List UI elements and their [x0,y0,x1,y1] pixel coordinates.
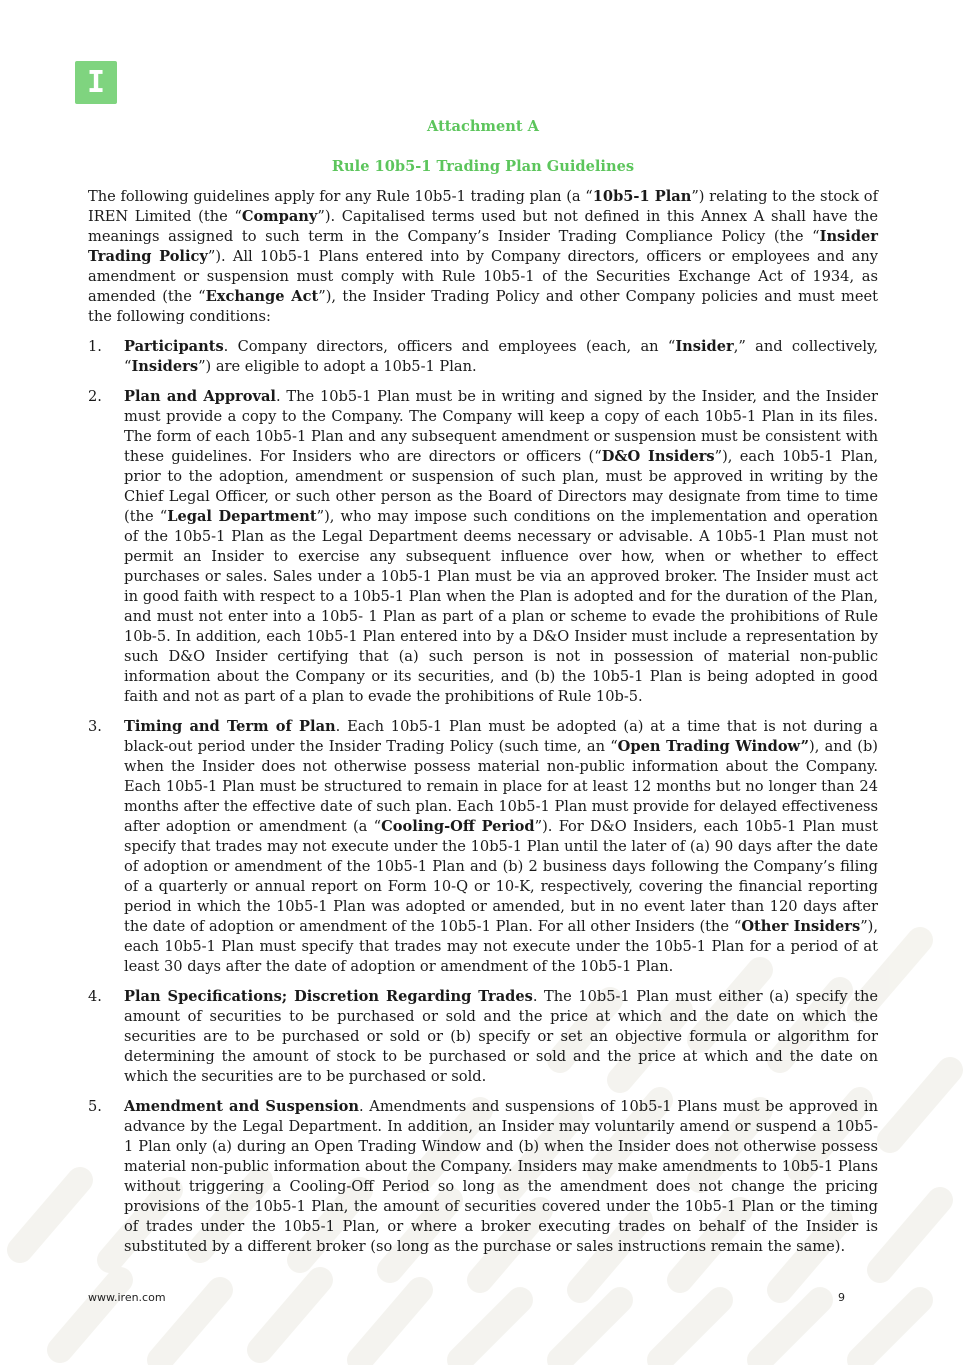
item-title: Plan Specifications; Discretion Regarding Trades [124,988,533,1005]
defined-term: Company [241,208,318,225]
item-text: ,” and collectively, “ [124,338,878,375]
list-item [88,1097,878,1257]
intro-paragraph [88,187,878,327]
conditions-list [88,337,878,1257]
defined-term: Exchange Act [205,288,319,305]
document-body [88,117,878,1267]
defined-term: 10b5-1 Plan [592,188,692,205]
list-item [88,337,878,377]
intro-text: ”). All 10b5-1 Plans entered into by Company directors, officers or employees and any amendment or suspension must comply with Rule 10b5-1 of the Securities Exchange Act of 1934, as amended (the “ [88,248,878,305]
item-title: Plan and Approval [124,388,276,405]
footer-website: www.iren.com [88,1291,166,1304]
item-text: ”), each 10b5-1 Plan must specify that trades may not execute under the 10b5-1 Plan for a period of at least 30 days after the date of adoption or amendment of the 10b5-1 Plan. [124,918,878,975]
intro-text: ”), the Insider Trading Policy and other Company policies and must meet the following conditions: [88,288,878,325]
item-text: . Company directors, officers and employees (each, an “ [223,338,676,355]
list-number: 5. [88,1098,102,1115]
list-item [88,717,878,977]
attachment-title: Attachment A [427,118,539,135]
item-text: ), and (b) when the Insider does not otherwise possess material non-public information about the Company. Each 10b5-1 Plan must be structured to remain in place for at least 12 months but no longer than 24 months after the effective date of such plan. Each 10b5-1 Plan must provide for delayed effectiveness after adoption or amendment (a “ [124,738,878,835]
defined-term: Legal Department [167,508,317,525]
defined-term: D&O Insiders [601,448,715,465]
list-number: 4. [88,988,102,1005]
intro-text: ”) relating to the stock of IREN Limited (the “ [88,188,878,225]
item-title: Amendment and Suspension [124,1098,359,1115]
item-text: . Amendments and suspensions of 10b5-1 Plans must be approved in advance by the Legal Department. In addition, an Insider may voluntarily amend or suspend a 10b5-1 Plan only (a) during an Open Trading Window and (b) when the Insider does not otherwise possess material non-public information about the Company. Insiders may make amendments to 10b5-1 Plans without triggering a Cooling-Off Period so long as the amendment does not change the pricing provisions of the 10b5-1 Plan, the amount of securities covered under the 10b5-1 Plan or the timing of trades under the 10b5-1 Plan, or where a broker executing trades on behalf of the Insider is substituted by a different broker (so long as the purchase or sales instructions remain the same). [124,1098,878,1255]
list-item [88,987,878,1087]
page-number: 9 [838,1291,845,1304]
defined-term: Insider Trading Policy [88,228,878,265]
list-number: 1. [88,338,102,355]
item-title: Participants [124,338,224,355]
defined-term: Open Trading Window” [617,738,810,755]
item-text: . Each 10b5-1 Plan must be adopted (a) at a time that is not during a black-out period under the Insider Trading Policy (such time, an “ [124,718,878,755]
item-text: ”), each 10b5-1 Plan, prior to the adoption, amendment or suspension of such plan, must be approved in writing by the Chief Legal Officer, or such other person as the Board of Directors may designate from time to time (the “ [124,448,878,525]
item-text: ”) are eligible to adopt a 10b5-1 Plan. [198,358,477,375]
list-item [88,387,878,707]
item-text: ”), who may impose such conditions on the implementation and operation of the 10b5-1 Plan as the Legal Department deems necessary or advisable. A 10b5-1 Plan must not permit an Insider to exercise any subsequent influence over how, when or whether to effect purchases or sales. Sales under a 10b5-1 Plan must be via an approved broker. The Insider must act in good faith with respect to a 10b5-1 Plan when the Plan is adopted and for the duration of the Plan, and must not enter into a 10b5- 1 Plan as part of a plan or scheme to evade the prohibitions of Rule 10b-5. In addition, each 10b5-1 Plan entered into by a D&O Insider must include a representation by such D&O Insider certifying that (a) such person is not in possession of material non-public information about the Company or its securities, and (b) the 10b5-1 Plan is being adopted in good faith and not as part of a plan to evade the prohibitions of Rule 10b-5. [124,508,878,705]
list-number: 2. [88,388,102,405]
logo-letter: I [86,64,106,100]
defined-term: Other Insiders [741,918,861,935]
company-logo [75,61,117,104]
item-text: . The 10b5-1 Plan must be in writing and signed by the Insider, and the Insider must provide a copy to the Company. The Company will keep a copy of each 10b5-1 Plan in its files. The form of each 10b5-1 Plan and any subsequent amendment or suspension must be consistent with these guidelines. For Insiders who are directors or officers (“ [124,388,878,465]
document-subtitle: Rule 10b5-1 Trading Plan Guidelines [331,158,635,175]
defined-term: Insiders [131,358,199,375]
item-title: Timing and Term of Plan [124,718,336,735]
item-text: . The 10b5-1 Plan must either (a) specify the amount of securities to be purchased or sold and the price at which and the date on which the securities are to be purchased or sold or (b) specify or set an objective formula or algorithm for determining the amount of stock to be purchased or sold and the price at which and the date on which the securities are to be purchased or sold. [124,988,878,1085]
intro-text: ”). Capitalised terms used but not defined in this Annex A shall have the meanings assigned to such term in the Company’s Insider Trading Compliance Policy (the “ [88,208,879,245]
defined-term: Insider [675,338,734,355]
defined-term: Cooling-Off Period [381,818,535,835]
item-text: ”). For D&O Insiders, each 10b5-1 Plan must specify that trades may not execute under the 10b5-1 Plan until the later of (a) 90 days after the date of adoption or amendment of the 10b5-1 Plan and (b) 2 business days following the Company’s filing of a quarterly or annual report on Form 10-Q or 10-K, respectively, covering the financial reporting period in which the 10b5-1 Plan was adopted or amended, but in no event later than 120 days after the date of adoption or amendment of the 10b5-1 Plan. For all other Insiders (the “ [124,818,878,935]
intro-text: The following guidelines apply for any Rule 10b5-1 trading plan (a “ [88,188,593,205]
list-number: 3. [88,718,102,735]
